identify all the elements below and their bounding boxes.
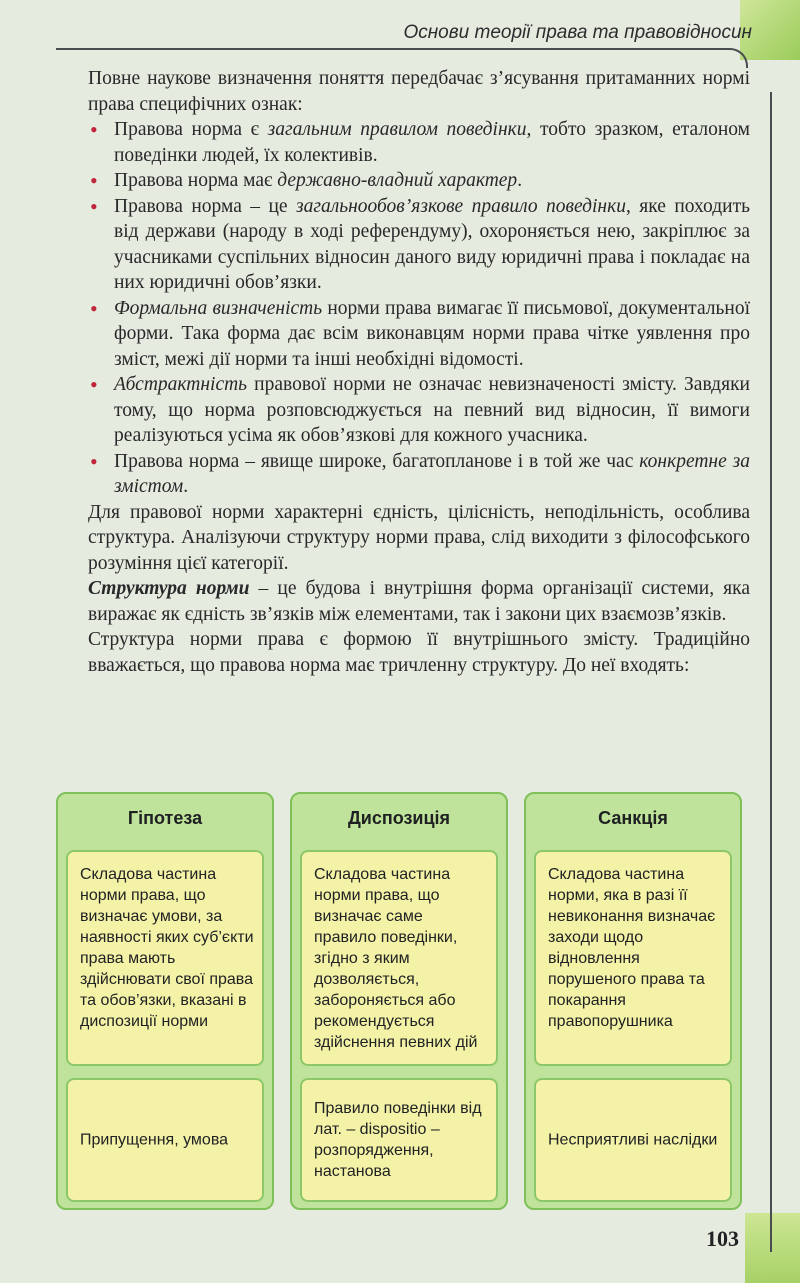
- norm-structure-scheme: [56, 792, 774, 1212]
- definition-card: Складова частина норми права, що визначає умови, за наявності яких суб’єкти права мають здійснювати свої права та обов’язки, вказані в диспозиції норми: [66, 850, 264, 1066]
- page-number: 103: [706, 1226, 739, 1251]
- main-text: [88, 66, 750, 678]
- feature-list: [88, 117, 750, 500]
- meaning-card: [300, 1078, 498, 1202]
- column-title: Диспозиція: [347, 808, 451, 828]
- meaning-text: Несприятливі наслідки: [548, 1131, 718, 1149]
- page-number-tab: [745, 1213, 800, 1283]
- definition-card: Складова частина норми, яка в разі її невиконання визначає заходи щодо відновлення порушеного права та покарання правопорушника: [534, 850, 732, 1066]
- list-item: • Правова норма – явище широке, багатопланове і в той же час конкретне за змістом.: [88, 449, 750, 500]
- list-item: • Правова норма має державно-владний характер.: [88, 168, 750, 194]
- scheme-column-sanction: [524, 792, 742, 1210]
- definition-card: Складова частина норми права, що визначає саме правило поведінки, згідно з яким дозволяється, забороняється або рекомендується здійснення певних дій: [300, 850, 498, 1066]
- paragraph-structure-definition: Структура норми – це будова і внутрішня форма організації системи, яка виражає як єдність зв’язків між елементами, так і закони цих взаємозв’язків.: [88, 578, 750, 625]
- meaning-text: Правило поведінки від лат. – dispositio – розпорядження, настанова: [314, 1100, 482, 1180]
- meaning-card: [534, 1078, 732, 1202]
- paragraph-unity: Для правової норми характерні єдність, цілісність, неподільність, особлива структура. Аналізуючи структуру норми права, слід виходити з філософського розуміння цієї категорії.: [88, 501, 750, 574]
- running-header: Основи теорії права та правовідносин: [403, 22, 752, 43]
- column-title: Санкція: [598, 808, 668, 828]
- intro-paragraph: Повне наукове визначення поняття передбачає з’ясування притаманних нормі права специфічних ознак:: [88, 68, 750, 115]
- defined-term: Структура норми: [88, 578, 250, 599]
- scheme-column-hypothesis: [56, 792, 274, 1210]
- list-item: • Формальна визначеність норми права вимагає її письмової, документальної форми. Така форма дає всім виконавцям норми права чітке уявлення про зміст, межі дії норми та інші необхідні відомості.: [88, 296, 750, 373]
- column-title: Гіпотеза: [127, 808, 203, 828]
- header-rule: [56, 48, 748, 68]
- paragraph-structure-intro: Структура норми права є формою її внутрішнього змісту. Традиційно вважається, що правова норма має тричленну структуру. До неї входять:: [88, 629, 750, 676]
- meaning-card: [66, 1078, 264, 1202]
- list-item: • Правова норма є загальним правилом поведінки, тобто зразком, еталоном поведінки людей, їх колективів.: [88, 117, 750, 168]
- list-item: • Абстрактність правової норми не означає невизначеності змісту. Завдяки тому, що норма розповсюджується на певний вид відносин, її вимоги реалізуються усіма як обов’язкові для кожного учасника.: [88, 372, 750, 449]
- list-item: • Правова норма – це загальнообов’язкове правило поведінки, яке походить від держави (народу в ході референдуму), охороняється нею, закріплює за учасниками суспільних відносин даного виду юридичні права і покладає на них юридичні обов’язки.: [88, 194, 750, 296]
- meaning-text: Припущення, умова: [80, 1131, 229, 1149]
- scheme-column-disposition: [290, 792, 508, 1210]
